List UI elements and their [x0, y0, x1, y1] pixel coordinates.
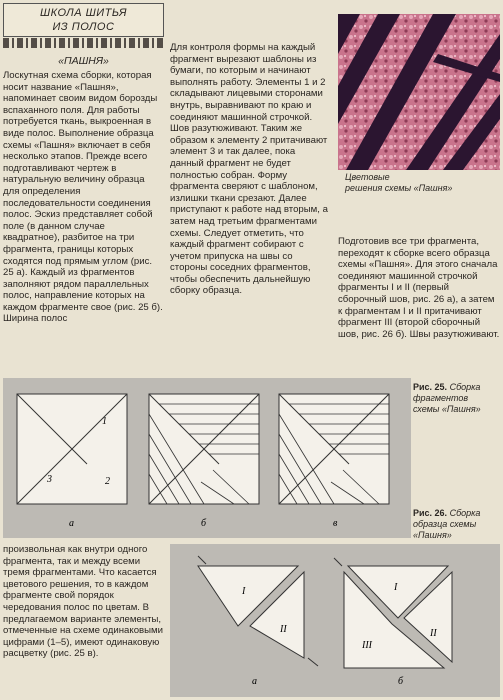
figure-26 — [170, 544, 500, 697]
paragraph: Подготовив все три фрагмента, переходят к сборке всего образца схемы «Пашня». Для этого сначала соединяют машинной строчкой фрагменты I и II (первый сборочный шов, рис. 26 а), а затем к фрагментам I и II притачивают фрагмент III (второй сборочный шов, рис. 26 б). Швы разутюживают. — [338, 236, 500, 340]
diagram-25a — [17, 394, 127, 504]
figure-26-caption — [413, 508, 501, 541]
photo-caption — [345, 172, 452, 194]
label-b: б — [398, 676, 404, 687]
paragraph: Лоскутная схема сборки, которая носит название «Пашня», напоминает своим видом борозды вспаханного поля. Для работы потребуется ткань, выкроенная в виде полос. Выполнение образца схемы «Пашня» включает в себя несколько этапов. Прежде всего подготавливают чертеж в натуральную величину образца для определения последовательности соединения полос. Эскиз представляет собой поле (в данном случае квадратное), разбитое на три фрагмента, границы которых сходятся под прямым углом (рис. 25 а). Каждый из фрагментов заполняют рядом параллельных полос, направление которых на каждом фрагменте свое (рис. 25 б). Ширина полос — [3, 70, 163, 325]
fragment-label-I: I — [242, 586, 246, 597]
fragment-label-II: II — [430, 628, 437, 639]
figure-25 — [3, 378, 411, 538]
piece-label-1: 1 — [102, 416, 107, 427]
label-a: а — [252, 676, 257, 687]
ornament-divider — [3, 38, 164, 48]
piece-label-2: 2 — [105, 476, 110, 487]
diagram-25b — [149, 394, 259, 504]
caption-text: Сборка — [449, 508, 481, 518]
caption-text: образца схемы — [413, 519, 477, 529]
fragment-label-III: III — [362, 640, 372, 651]
header-line1: ШКОЛА ШИТЬЯ — [40, 7, 127, 19]
caption-number: Рис. 26. — [413, 508, 448, 518]
paragraph: Для контроля формы на каждый фрагмент вырезают шаблоны из бумаги, по которым и начинают выполнять работу. Элементы 1 и 2 складывают лицевыми сторонами внутрь, выравнивают по краю и соединяют машинной строчкой. Шов разутюживают. Таким же образом к элементу 2 притачивают элемент 3 и так далее, пока данный фрагмент не будет полностью собран. Форму фрагмента сверяют с шаблоном, излишки ткани срезают. Далее приступают к работе над вторым, а затем над третьим фрагментами схемы. Следует отметить, что каждый фрагмент собирают с учетом припуска на швы со стороны соседних фрагментов, чтобы обеспечить дальнейшую сборку образца. — [170, 42, 328, 297]
caption-text: Сборка — [449, 382, 481, 392]
fragment-label-II: II — [280, 624, 287, 635]
quilt-photo — [338, 14, 500, 170]
figure-25-caption — [413, 382, 501, 415]
caption-number: Рис. 25. — [413, 382, 448, 392]
caption-text: схемы «Пашня» — [413, 404, 481, 414]
label-v: в — [333, 518, 338, 529]
caption-text: «Пашня» — [413, 530, 452, 540]
text-column-3 — [338, 236, 500, 340]
header-line2: ИЗ ПОЛОС — [52, 21, 115, 33]
fragment-label-I: I — [394, 582, 398, 593]
photo-caption-line: решения схемы «Пашня» — [345, 183, 453, 193]
text-column-2 — [170, 42, 330, 297]
label-b: б — [201, 518, 207, 529]
text-column-1 — [3, 70, 163, 325]
text-column-4 — [3, 544, 163, 660]
section-header — [3, 3, 164, 37]
photo-caption-line: Цветовые — [345, 172, 390, 182]
diagram-25v — [279, 394, 389, 504]
article-subtitle: «ПАШНЯ» — [58, 55, 109, 67]
paragraph: произвольная как внутри одного фрагмента, так и между всеми тремя фрагментами. Что касается цветового решения, то в каждом фрагменте свой порядок чередования полос по цветам. В предлагаемом варианте элементы, отмеченные на схеме одинаковыми цифрами (1–5), имеют одинаковую расцветку (рис. 25 в). — [3, 544, 163, 660]
label-a: а — [69, 518, 74, 529]
caption-text: фрагментов — [413, 393, 469, 403]
piece-label-3: 3 — [47, 474, 52, 485]
